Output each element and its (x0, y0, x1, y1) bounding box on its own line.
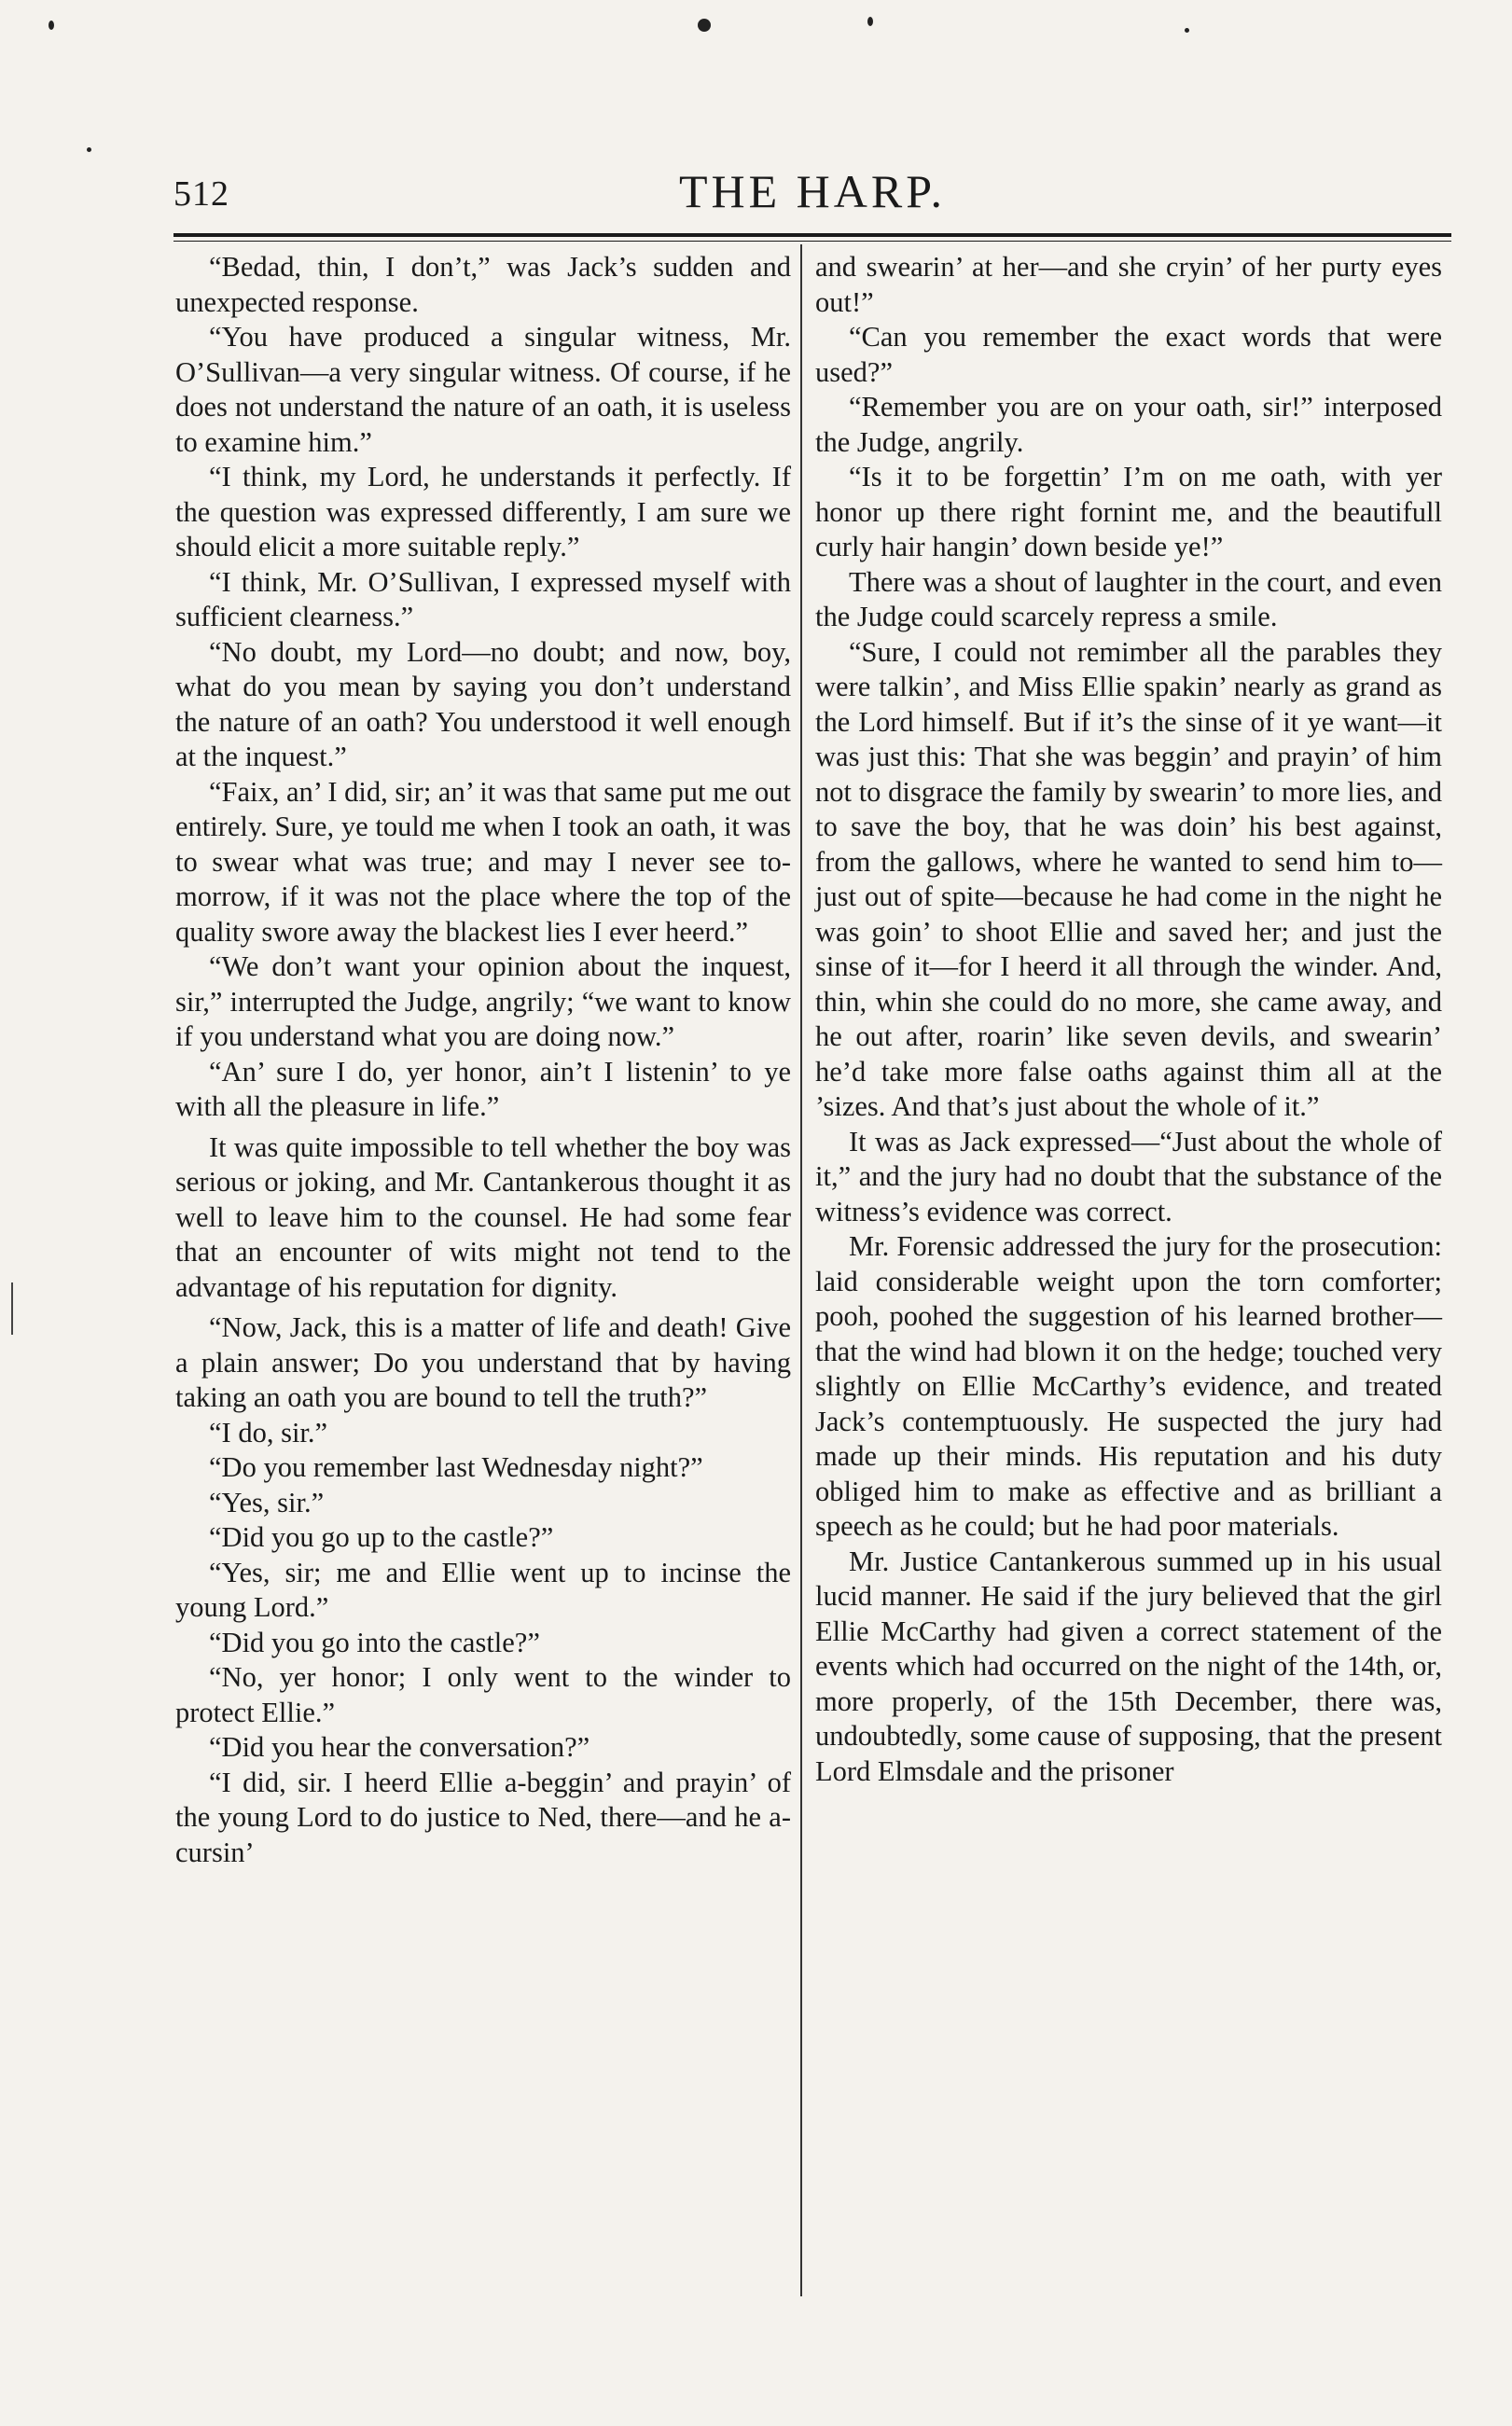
paragraph-continuation: and swearin’ at her—and she cryin’ of her purty eyes out!” (815, 251, 1442, 318)
paragraph: “I do, sir.” (209, 1416, 328, 1449)
paragraph: Mr. Forensic addressed the jury for the prosecution: laid considerable weight upon the torn comforter; pooh, poohed the suggestion of his learned brother—that the wind had blown it on the hedge; touched very slightly on Ellie McCarthy’s evidence, and treated Jack’s contemptuously. He suspected the jury had made up their minds. His reputation and his duty obliged him to make as effective and as brilliant a speech as he could; but he had poor materials. (815, 1230, 1442, 1542)
right-column (815, 250, 1442, 1789)
print-speck (49, 21, 54, 30)
paragraph: There was a shout of laughter in the court, and even the Judge could scarcely repress a smile. (815, 565, 1442, 632)
paragraph: It was quite impossible to tell whether the boy was serious or joking, and Mr. Cantankerous thought it as well to leave him to the counsel. He had some fear that an encounter of wits might not tend to the advantage of his reputation for dignity. (175, 1130, 791, 1303)
paragraph: “Sure, I could not remimber all the parables they were talkin’, and Miss Ellie spakin’ nearly as grand as the Lord himself. But if it’s the sinse of it ye want—it was just this: That she was beggin’ and prayin’ of him not to disgrace the family by swearin’ to more lies, and to save the boy, that he was doin’ his best against, from the gallows, where he wanted to send him to—just out of spite—because he had come in the night he was goin’ to shoot Ellie and saved her; and just the sinse of it—for I heerd it all through the winder. And, thin, whin she could do no more, she came away, and he out after, roarin’ like seven devils, and swearin’ he’d take more false oaths against thim all at the ’sizes. And that’s just about the whole of it.” (815, 635, 1442, 1122)
paragraph: “I did, sir. I heerd Ellie a-beggin’ and prayin’ of the young Lord to do justice to Ned, there—and he a-cursin’ (175, 1766, 791, 1868)
paragraph: “Did you go into the castle?” (209, 1626, 540, 1658)
paragraph: “Remember you are on your oath, sir!” interposed the Judge, angrily. (815, 391, 1442, 458)
paragraph: “Bedad, thin, I don’t,” was Jack’s sudden and unexpected response. (175, 251, 791, 318)
paragraph: “Yes, sir; me and Ellie went up to incinse the young Lord.” (175, 1556, 791, 1623)
paragraph: “You have produced a singular witness, Mr. O’Sullivan—a very singular witness. Of course, if he does not understand the nature of an oath, it is useless to examine him.” (175, 321, 791, 458)
paragraph: “I think, my Lord, he understands it perfectly. If the question was expressed differently, I am sure we should elicit a more suitable reply.” (175, 461, 791, 562)
paragraph: “Do you remember last Wednesday night?” (209, 1451, 703, 1483)
paragraph: “Is it to be forgettin’ I’m on me oath, with yer honor up there right fornint me, and the beautifull curly hair hangin’ down beside ye!” (815, 461, 1442, 562)
page-header (173, 157, 1451, 231)
paragraph: “Faix, an’ I did, sir; an’ it was that same put me out entirely. Sure, ye tould me when I took an oath, it was to swear what was true; and may I never see to-morrow, if it was not the place where the top of the quality swore away the blackest lies I ever heerd.” (175, 775, 791, 948)
page-number: 512 (173, 174, 229, 214)
paragraph: “Did you hear the conversation?” (209, 1731, 590, 1763)
paragraph: “An’ sure I do, yer honor, ain’t I listenin’ to ye with all the pleasure in life.” (175, 1055, 791, 1122)
paragraph: It was as Jack expressed—“Just about the whole of it,” and the jury had no doubt that the substance of the witness’s evidence was correct. (815, 1125, 1442, 1227)
left-column (175, 250, 791, 1870)
header-rule-thick (173, 233, 1451, 237)
margin-mark (11, 1282, 13, 1335)
paragraph: “I think, Mr. O’Sullivan, I expressed myself with sufficient clearness.” (175, 565, 791, 632)
print-speck (1185, 28, 1189, 33)
paragraph: Mr. Justice Cantankerous summed up in his usual lucid manner. He said if the jury believed that the girl Ellie McCarthy had given a correct statement of the events which had occurred on the night of the 14th, or, more properly, of the 15th December, there was, undoubtedly, some cause of supposing, that the present Lord Elmsdale and the prisoner (815, 1545, 1442, 1787)
paragraph: “No, yer honor; I only went to the winder to protect Ellie.” (175, 1661, 791, 1728)
paragraph: “No doubt, my Lord—no doubt; and now, boy, what do you mean by saying you don’t understand the nature of an oath? You understood it well enough at the inquest.” (175, 635, 791, 772)
paragraph: “Did you go up to the castle?” (209, 1521, 554, 1553)
column-divider (800, 244, 802, 2296)
paragraph: “We don’t want your opinion about the inquest, sir,” interrupted the Judge, angrily; “we want to know if you understand what you are doing now.” (175, 950, 791, 1052)
paragraph: “Now, Jack, this is a matter of life and death! Give a plain answer; Do you understand that by having taking an oath you are bound to tell the truth?” (175, 1311, 791, 1413)
running-title: THE HARP. (678, 165, 947, 217)
print-speck (698, 19, 711, 32)
print-speck (867, 17, 873, 26)
header-rule-thin (173, 241, 1451, 242)
print-speck (87, 147, 91, 152)
paragraph: “Can you remember the exact words that were used?” (815, 321, 1442, 388)
paragraph: “Yes, sir.” (209, 1486, 325, 1518)
